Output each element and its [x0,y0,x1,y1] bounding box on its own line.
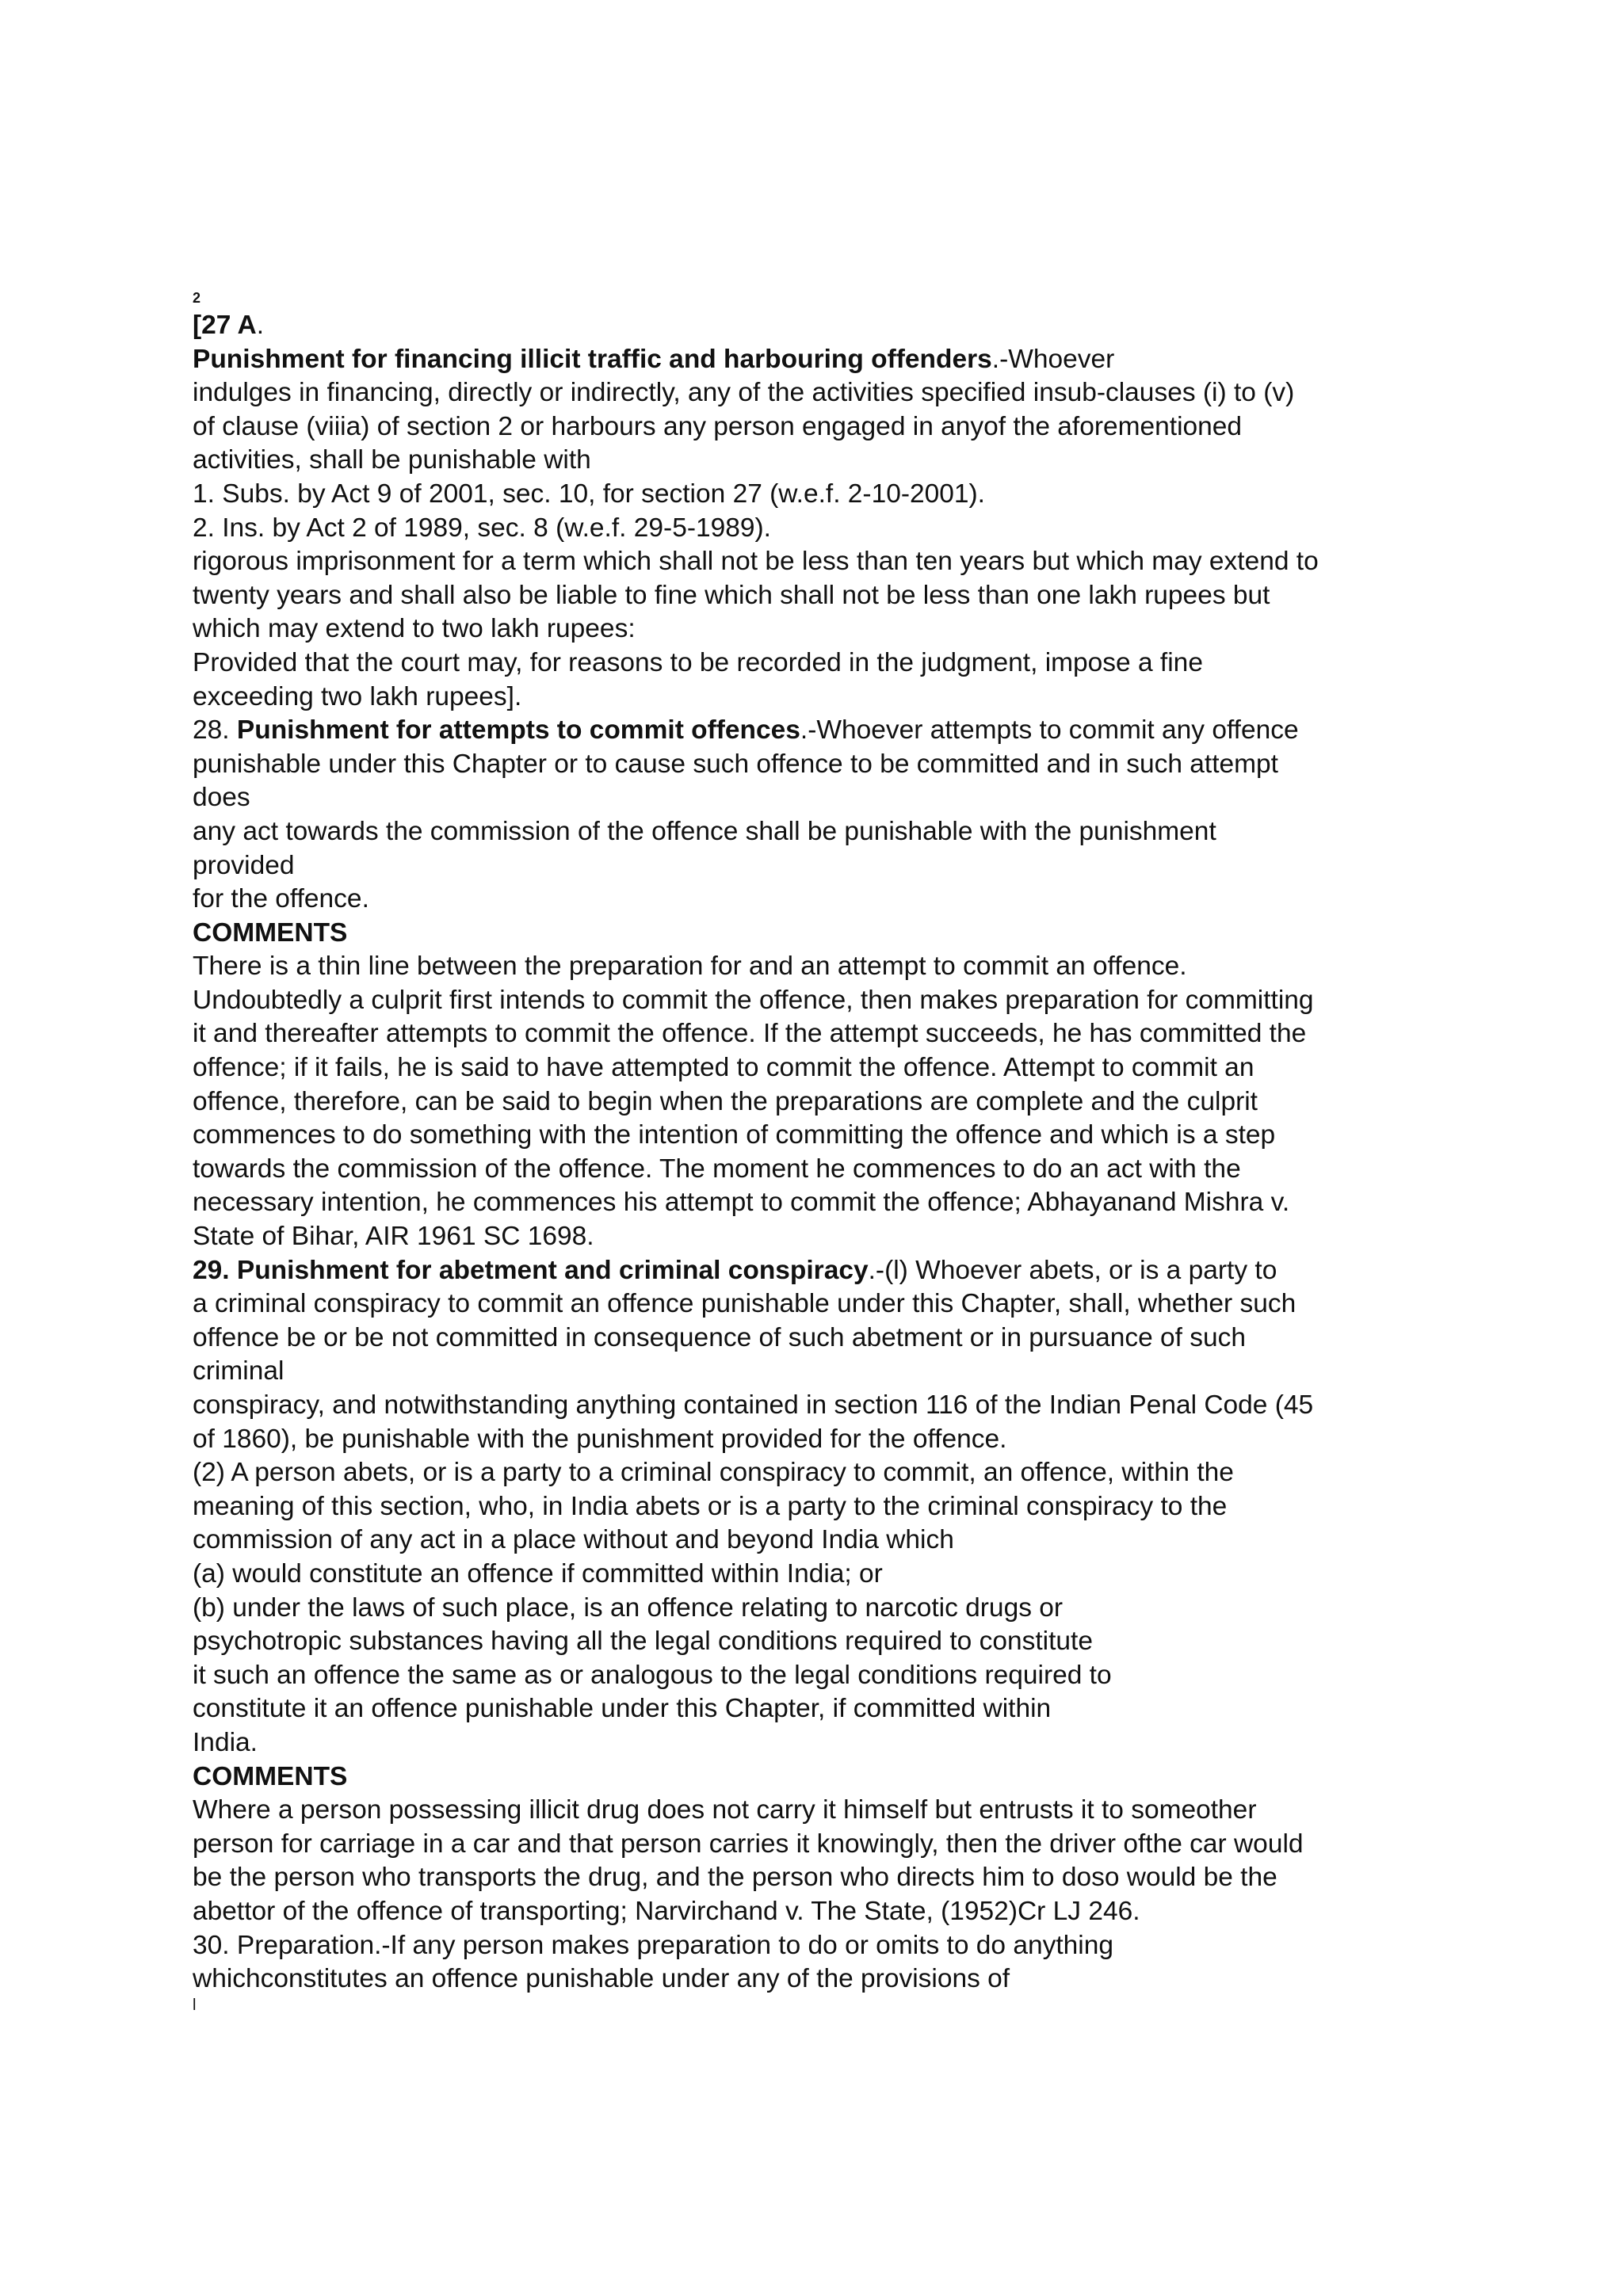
document-line [193,1186,1461,1220]
document-line [193,646,1461,681]
line-text: 1. Subs. by Act 9 of 2001, sec. 10, for section 27 (w.e.f. 2-10-2001). [193,479,985,509]
document-line [193,714,1461,748]
document-line [193,1659,1461,1693]
line-text: be the person who transports the drug, and the person who directs him to doso would be the [193,1863,1277,1893]
document-line [193,512,1461,546]
line-text: (b) under the laws of such place, is an offence relating to narcotic drugs or [193,1592,1064,1623]
comments-heading: COMMENTS [193,1761,348,1791]
document-line [193,376,1461,410]
line-text: Undoubtedly a culprit first intends to commit the offence, then makes preparation for committing [193,985,1314,1015]
line-text: rigorous imprisonment for a term which shall not be less than ten years but which may extend to [193,547,1319,577]
document-line [193,1625,1461,1659]
document-line [193,1322,1461,1356]
document-body [193,290,1461,2014]
line-text: 2. Ins. by Act 2 of 1989, sec. 8 (w.e.f. 29-5-1989). [193,513,771,543]
document-line [193,1490,1461,1524]
document-line [193,1017,1461,1051]
document-line [193,1287,1461,1322]
line-text: of clause (viiia) of section 2 or harbours any person engaged in anyof the aforementioned [193,411,1243,441]
document-line [193,815,1461,849]
line-text: Provided that the court may, for reasons to be recorded in the judgment, impose a fine [193,647,1203,677]
line-text: provided [193,850,295,880]
comments-heading: COMMENTS [193,917,348,948]
line-text: offence; if it fails, he is said to have attempted to commit the offence. Attempt to commit an [193,1053,1254,1083]
document-line [193,883,1461,917]
document-line [193,1051,1461,1085]
line-text: does [193,783,250,813]
line-text: .-Whoever attempts to commit any offence [800,715,1299,746]
footer-marker: l [193,1996,197,2014]
document-line [193,1895,1461,1929]
document-line [193,984,1461,1018]
line-prefix: 28. [193,715,237,746]
line-text: for the offence. [193,884,369,914]
document-line [193,1828,1461,1862]
line-text: which may extend to two lakh rupees: [193,614,636,644]
document-line [193,1962,1461,1997]
document-line [193,917,1461,951]
line-text: .-Whoever [991,344,1115,374]
document-line [193,1355,1461,1389]
line-text: (2) A person abets, or is a party to a criminal conspiracy to commit, an offence, within the [193,1458,1234,1488]
line-text: Where a person possessing illicit drug does not carry it himself but entrusts it to someother [193,1795,1257,1825]
line-text: it such an offence the same as or analogous to the legal conditions required to [193,1660,1112,1690]
line-text: offence be or be not committed in consequence of such abetment or in pursuance of such [193,1322,1247,1352]
line-text: activities, shall be punishable with [193,445,591,475]
line-text: exceeding two lakh rupees]. [193,681,522,711]
line-text: offence, therefore, can be said to begin when the preparations are complete and the culprit [193,1086,1258,1116]
document-line [193,1726,1461,1760]
document-line [193,1153,1461,1187]
line-text: it and thereafter attempts to commit the offence. If the attempt succeeds, he has committed the [193,1019,1307,1049]
document-line [193,681,1461,715]
line-text: constitute it an offence punishable under this Chapter, if committed within [193,1694,1052,1724]
document-line [193,1220,1461,1254]
line-text: indulges in financing, directly or indirectly, any of the activities specified insub-clauses (i) to (v) [193,378,1295,408]
document-lines [193,309,1461,1997]
line-text: .-(l) Whoever abets, or is a party to [868,1255,1277,1285]
line-text: State of Bihar, AIR 1961 SC 1698. [193,1222,594,1252]
section-heading: Punishment for financing illicit traffic and harbouring offenders [193,344,992,374]
line-text: towards the commission of the offence. The moment he commences to do an act with the [193,1154,1241,1184]
line-text: commission of any act in a place without and beyond India which [193,1525,954,1555]
document-line [193,1254,1461,1288]
document-line [193,1524,1461,1558]
line-text: person for carriage in a car and that person carries it knowingly, then the driver ofthe car would [193,1829,1304,1859]
document-line [193,950,1461,984]
line-text: whichconstitutes an offence punishable under any of the provisions of [193,1964,1010,1994]
line-text: 30. Preparation.-If any person makes preparation to do or omits to do anything [193,1930,1113,1960]
document-line [193,781,1461,815]
line-text: punishable under this Chapter or to cause such offence to be committed and in such attempt [193,749,1278,779]
document-line [193,612,1461,646]
page-marker: 2 [193,290,201,306]
document-line [193,1456,1461,1490]
document-line [193,1423,1461,1457]
document-line [193,1085,1461,1119]
line-text: psychotropic substances having all the legal conditions required to constitute [193,1627,1093,1657]
document-line [193,1794,1461,1828]
document-line [193,1389,1461,1423]
line-text: criminal [193,1356,285,1386]
document-line [193,1760,1461,1794]
document-line [193,478,1461,512]
document-line [193,545,1461,579]
line-text: meaning of this section, who, in India abets or is a party to the criminal conspiracy to the [193,1491,1228,1521]
line-text: a criminal conspiracy to commit an offence punishable under this Chapter, shall, whether such [193,1289,1296,1319]
document-line [193,1929,1461,1963]
document-line [193,343,1461,377]
document-line [193,309,1461,343]
document-line [193,1592,1461,1626]
line-text: . [256,311,264,340]
line-text: of 1860), be punishable with the punishment provided for the offence. [193,1424,1007,1454]
line-text: commences to do something with the intention of committing the offence and which is a step [193,1120,1276,1150]
document-line [193,1119,1461,1153]
document-line [193,444,1461,478]
line-text: India. [193,1727,258,1757]
document-line [193,1861,1461,1895]
section-heading: [27 A [193,311,257,340]
document-line [193,1558,1461,1592]
line-text: There is a thin line between the preparation for and an attempt to commit an offence. [193,952,1187,982]
document-line [193,748,1461,782]
line-text: twenty years and shall also be liable to fine which shall not be less than one lakh rupees but [193,580,1270,610]
section-heading: 29. Punishment for abetment and criminal conspiracy [193,1255,869,1285]
document-line [193,849,1461,883]
document-line [193,410,1461,444]
document-line [193,579,1461,613]
line-text: any act towards the commission of the offence shall be punishable with the punishment [193,816,1216,846]
document-line [193,1692,1461,1726]
line-text: abettor of the offence of transporting; Narvirchand v. The State, (1952)Cr LJ 246. [193,1896,1140,1926]
line-text: (a) would constitute an offence if committed within India; or [193,1558,883,1589]
line-text: conspiracy, and notwithstanding anything contained in section 116 of the Indian Penal Code (45 [193,1390,1314,1420]
line-text: necessary intention, he commences his attempt to commit the offence; Abhayanand Mishra v. [193,1188,1290,1218]
section-heading: Punishment for attempts to commit offences [236,715,800,746]
